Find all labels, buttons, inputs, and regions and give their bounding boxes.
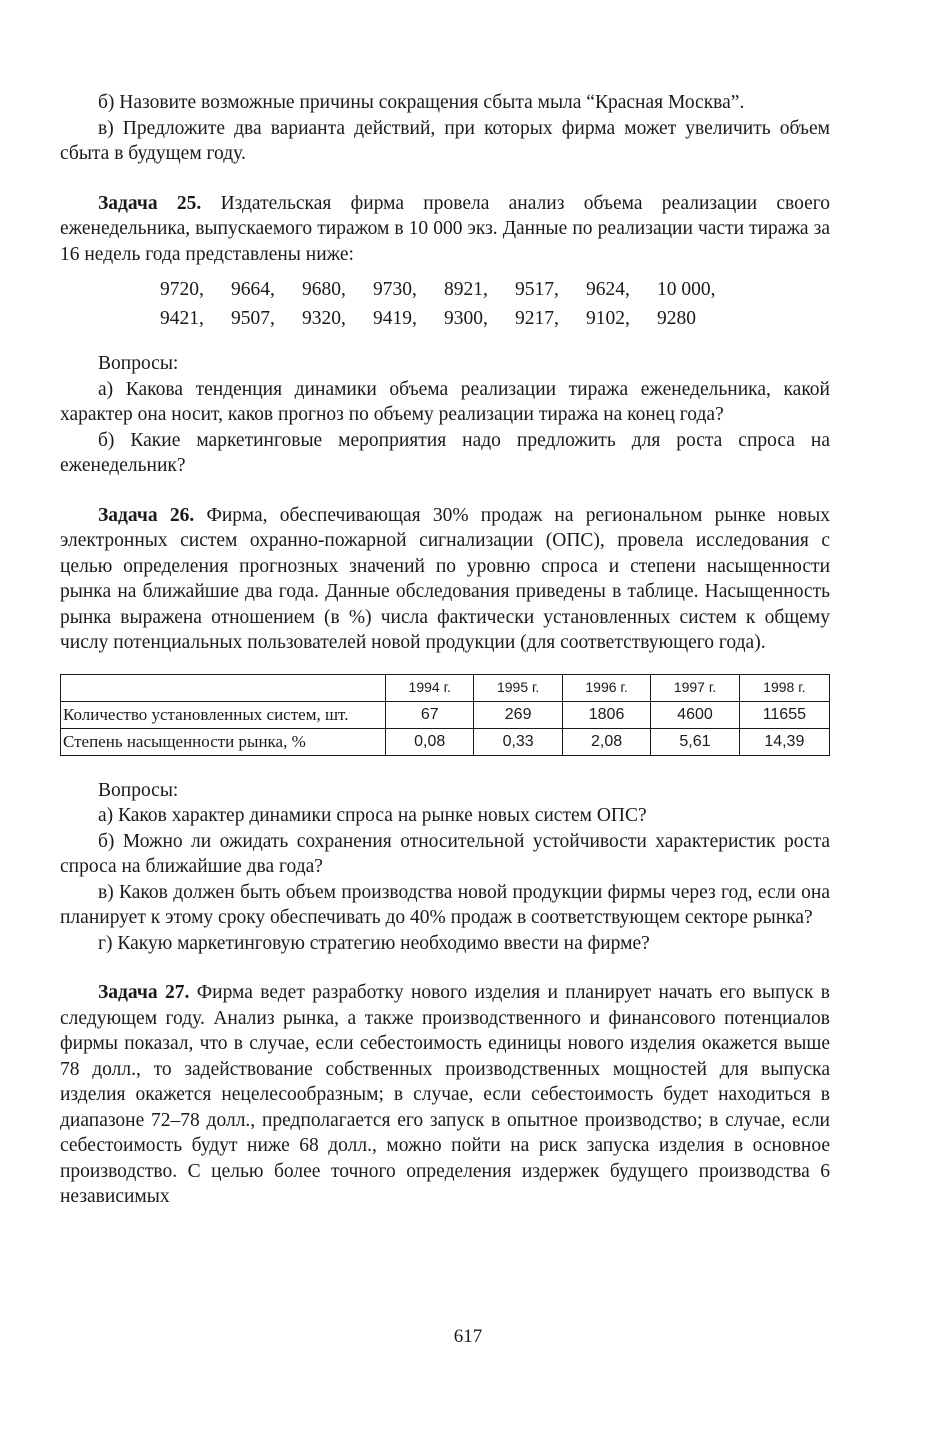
sales-value: 9517,: [515, 279, 559, 300]
task25-questions-label: Вопросы:: [98, 353, 179, 374]
task26-text: Фирма, обеспечивающая 30% продаж на региональном рынке новых электронных систем охранно-пожарной сигнализации (ОПС), провела исследования с целью определения прогнозных значений по уровню спроса и степени насыщенности рынка на ближайшие два года. Данные обследования приведены в таблице. Насыщенность рынка выражена отношением (в %) числа фактически установленных систем к общему числу потенциальных пользователей новой продукции (для соответствующего года).: [60, 504, 831, 653]
table-header-row: [61, 674, 830, 701]
sales-value: 9300,: [444, 308, 488, 329]
intro-question-v: в) Предложите два варианта действий, при которых фирма может увеличить объем сбыта в будущем году.: [60, 117, 830, 164]
table-header-cell: 1995 г.: [474, 674, 562, 701]
sales-value: 9720,: [160, 279, 204, 300]
sales-value: 9624,: [586, 279, 630, 300]
table-header-cell: [61, 674, 386, 701]
task26-question-b: б) Можно ли ожидать сохранения относительной устойчивости характеристик роста спроса на ближайшие два года?: [60, 830, 830, 877]
table-cell: 269: [474, 701, 562, 728]
sales-value: 9664,: [231, 279, 275, 300]
page-body: [60, 90, 830, 1210]
table-header-cell: 1996 г.: [562, 674, 650, 701]
table-row: [61, 728, 830, 755]
task25-data-row-1: [160, 275, 830, 304]
sales-value: 9419,: [373, 308, 417, 329]
task25-title: Задача 25.: [98, 192, 202, 214]
table-cell: 14,39: [739, 728, 829, 755]
table-row: [61, 701, 830, 728]
table-cell: 1806: [562, 701, 650, 728]
table-header-cell: 1997 г.: [651, 674, 739, 701]
task26-paragraph: [60, 503, 830, 656]
table-cell: 5,61: [651, 728, 739, 755]
sales-value: 9217,: [515, 308, 559, 329]
page-number: 617: [453, 1326, 483, 1347]
table-row-label: Степень насыщенности рынка, %: [61, 728, 386, 755]
task26-questions-label: Вопросы:: [98, 779, 179, 801]
task25-paragraph: [60, 191, 830, 268]
sales-value: 10 000,: [657, 279, 716, 300]
task26-question-a: а) Каков характер динамики спроса на рынке новых систем ОПС?: [98, 805, 647, 826]
table-cell: 11655: [739, 701, 829, 728]
sales-value: 9730,: [373, 279, 417, 300]
task26-question-v: в) Каков должен быть объем производства новой продукции фирмы через год, если она планирует к этому сроку обеспечивать до 40% продаж в соответствующем секторе рынка?: [60, 881, 830, 928]
task25-data-row-2: [160, 304, 830, 333]
table-cell: 0,33: [474, 728, 562, 755]
task25-text: Издательская фирма провела анализ объема реализации своего еженедельника, выпускаемого тиражом в 10 000 экз. Данные по реализации части тиража за 16 недель года представлены ниже:: [60, 192, 831, 265]
intro-question-b: б) Назовите возможные причины сокращения сбыта мыла “Красная Москва”.: [98, 92, 745, 113]
task25-question-a: а) Какова тенденция динамики объема реализации тиража еженедельника, какой характер она носит, каков прогноз по объему реализации тиража на конец года?: [60, 378, 830, 425]
table-cell: 4600: [651, 701, 739, 728]
ops-data-table: [60, 674, 830, 756]
task25-sales-data: [160, 275, 830, 333]
table-header-cell: 1994 г.: [386, 674, 474, 701]
sales-value: 9320,: [302, 308, 346, 329]
sales-value: 8921,: [444, 279, 488, 300]
task27-title: Задача 27.: [98, 982, 190, 1003]
task25-question-b: б) Какие маркетинговые мероприятия надо предложить для роста спроса на еженедельник?: [60, 429, 830, 476]
task27-text: Фирма ведет разработку нового изделия и планирует начать его выпуск в следующем году. Анализ рынка, а также производственного и финансового потенциалов фирмы показал, что в случае, если себестоимость единицы нового изделия окажется выше 78 долл., то задействование собственных производственных мощностей для выпуска изделия окажется нецелесообразным; в случае, если себестоимость будет находиться в диапазоне 72–78 долл., предполагается его запуск в опытное производство; в случае, если себестоимость будут ниже 68 долл., можно пойти на риск запуска изделия в основное производство. С целью более точного определения издержек будущего производства 6 независимых: [60, 982, 831, 1207]
table-cell: 67: [386, 701, 474, 728]
table-cell: 2,08: [562, 728, 650, 755]
task26-title: Задача 26.: [98, 504, 195, 526]
table-row-label: Количество установленных систем, шт.: [61, 701, 386, 728]
task27-paragraph: [60, 980, 830, 1210]
sales-value: 9680,: [302, 279, 346, 300]
sales-value: 9421,: [160, 308, 204, 329]
sales-value: 9507,: [231, 308, 275, 329]
sales-value: 9102,: [586, 308, 630, 329]
task26-question-g: г) Какую маркетинговую стратегию необходимо ввести на фирме?: [98, 932, 650, 954]
table-header-cell: 1998 г.: [739, 674, 829, 701]
table-cell: 0,08: [386, 728, 474, 755]
sales-value: 9280: [657, 308, 696, 329]
